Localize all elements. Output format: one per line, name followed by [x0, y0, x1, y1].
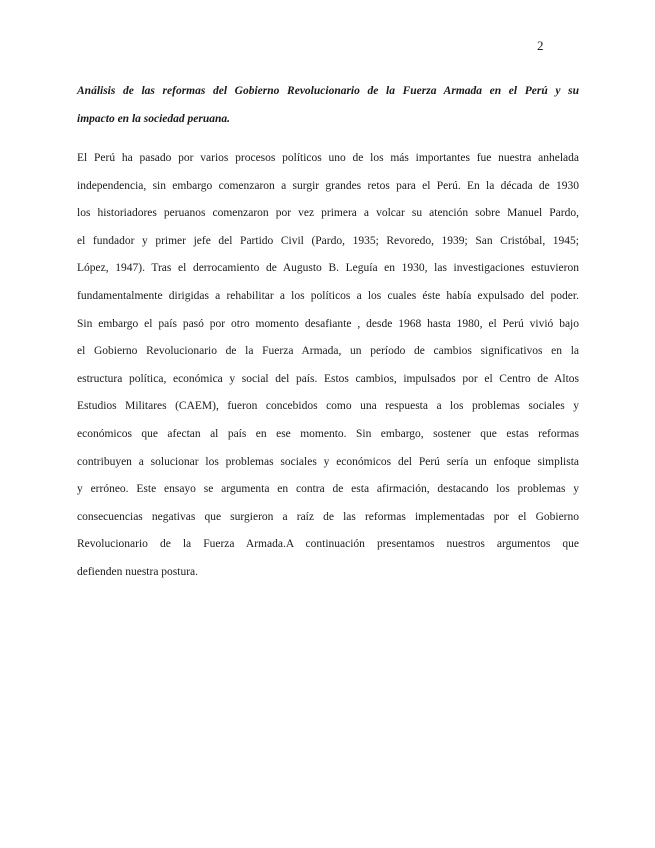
paragraph-line: Sin embargo el país pasó por otro momento desafiante , desde 1968 hasta 1980, el Perú vivió bajo [77, 317, 579, 330]
paragraph-line: el fundador y primer jefe del Partido Civil (Pardo, 1935; Revoredo, 1939; San Cristóbal, 1945; [77, 234, 579, 247]
body-paragraph [77, 145, 579, 587]
paragraph-line: defienden nuestra postura. [77, 565, 199, 578]
paragraph-line: el Gobierno Revolucionario de la Fuerza Armada, un período de cambios significativos en la [77, 345, 579, 358]
paragraph-line: independencia, sin embargo comenzaron a surgir grandes retos para el Perú. En la década de 1930 [77, 179, 579, 192]
title-line: impacto en la sociedad peruana. [77, 113, 231, 125]
page-number: 2 [537, 38, 544, 53]
paragraph-line: consecuencias negativas que surgieron a raíz de las reformas implementadas por el Gobierno [77, 510, 579, 523]
paragraph-line: López, 1947). Tras el derrocamiento de Augusto B. Leguía en 1930, las investigaciones estuvieron [77, 262, 579, 275]
paragraph-line: El Perú ha pasado por varios procesos políticos uno de los más importantes fue nuestra anhelada [77, 152, 579, 164]
paragraph-line: Revolucionario de la Fuerza Armada.A continuación presentamos nuestros argumentos que [77, 538, 579, 551]
paragraph-line: los historiadores peruanos comenzaron por vez primera a volcar su atención sobre Manuel Pardo, [77, 207, 579, 220]
document-title [77, 77, 579, 133]
paragraph-line: Estudios Militares (CAEM), fueron concebidos como una respuesta a los problemas sociales y [77, 400, 579, 413]
paragraph-line: contribuyen a solucionar los problemas sociales y económicos del Perú sería un enfoque simplista [77, 455, 579, 468]
paragraph-line: estructura política, económica y social del país. Estos cambios, impulsados por el Centro de Altos [77, 372, 579, 385]
paragraph-line: y erróneo. Este ensayo se argumenta en contra de esta afirmación, destacando los problemas y [77, 483, 579, 496]
paragraph-line: fundamentalmente dirigidas a rehabilitar a los políticos a los cuales éste había expulsado del poder. [77, 289, 579, 302]
title-line: Análisis de las reformas del Gobierno Revolucionario de la Fuerza Armada en el Perú y su [77, 85, 579, 97]
paragraph-line: económicos que afectan al país en ese momento. Sin embargo, sostener que estas reformas [77, 427, 579, 440]
